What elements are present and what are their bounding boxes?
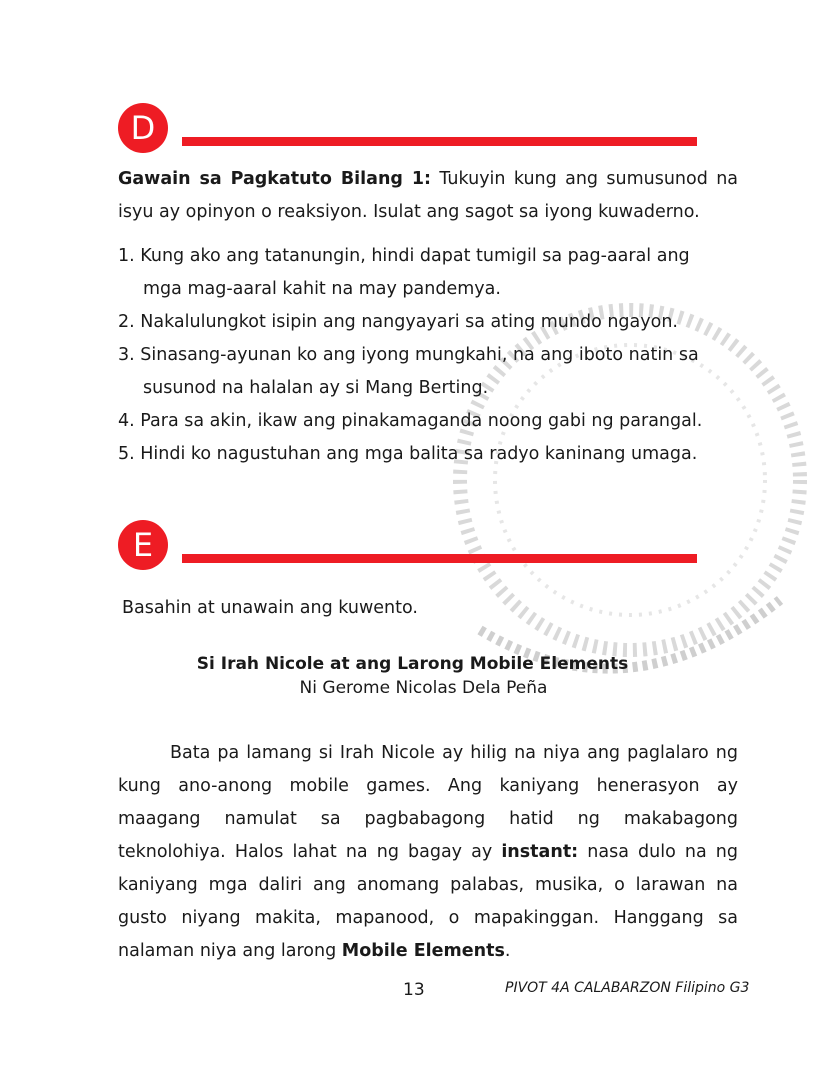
list-item-text: 2. Nakalulungkot isipin ang nangyayari sa ating mundo ngayon. (118, 312, 678, 332)
activity-text: Tukuyin kung ang sumusunod na isyu ay opinyon o reaksiyon. Isulat ang sagot sa iyong kuwaderno. (118, 169, 739, 222)
list-item (118, 306, 738, 339)
story-text: . (504, 941, 511, 961)
list-item (118, 405, 738, 438)
page-number: 13 (403, 980, 425, 1000)
section-letter-e: E (118, 520, 168, 570)
list-item (118, 339, 738, 405)
section-d-header (118, 103, 718, 153)
section-divider (182, 554, 697, 563)
list-item (118, 438, 738, 471)
story-body (118, 737, 738, 968)
list-item-continuation: mga mag-aaral kahit na may pandemya. (143, 279, 501, 299)
activity-label: Gawain sa Pagkatuto Bilang 1: (118, 169, 432, 189)
list-item-text: 1. Kung ako ang tatanungin, hindi dapat tumigil sa pag-aaral ang (118, 246, 690, 266)
list-item-continuation: susunod na halalan ay si Mang Berting. (143, 378, 489, 398)
list-item-text: 5. Hindi ko nagustuhan ang mga balita sa radyo kaninang umaga. (118, 444, 698, 464)
reading-instruction: Basahin at unawain ang kuwento. (122, 598, 418, 618)
story-author: Ni Gerome Nicolas Dela Peña (299, 678, 548, 698)
activity-instruction (118, 163, 738, 229)
story-emphasis: instant: (501, 842, 579, 862)
story-emphasis: Mobile Elements (341, 941, 505, 961)
list-item (118, 240, 738, 306)
list-item-text: 3. Sinasang-ayunan ko ang iyong mungkahi, na ang iboto natin sa (118, 345, 699, 365)
story-text: Bata pa lamang si Irah Nicole ay hilig na niya ang paglalaro ng kung ano-anong mobile games. Ang kaniyang henerasyon ay maagang namulat sa pagbabagong hatid ng makabagong teknolohiya. Halos lahat na ng bagay ay (118, 743, 738, 862)
section-letter-d: D (118, 103, 168, 153)
story-title: Si Irah Nicole at ang Larong Mobile Elements (196, 654, 629, 674)
story-text: nasa dulo na ng kaniyang mga daliri ang anomang palabas, musika, o larawan na gusto niyang makita, mapanood, o mapakinggan. Hanggang sa nalaman niya ang larong (118, 842, 738, 961)
section-e-header (118, 520, 718, 570)
list-item-text: 4. Para sa akin, ikaw ang pinakamaganda noong gabi ng parangal. (118, 411, 703, 431)
statement-list (118, 240, 738, 471)
footer-source: PIVOT 4A CALABARZON Filipino G3 (505, 980, 750, 996)
section-divider (182, 137, 697, 146)
